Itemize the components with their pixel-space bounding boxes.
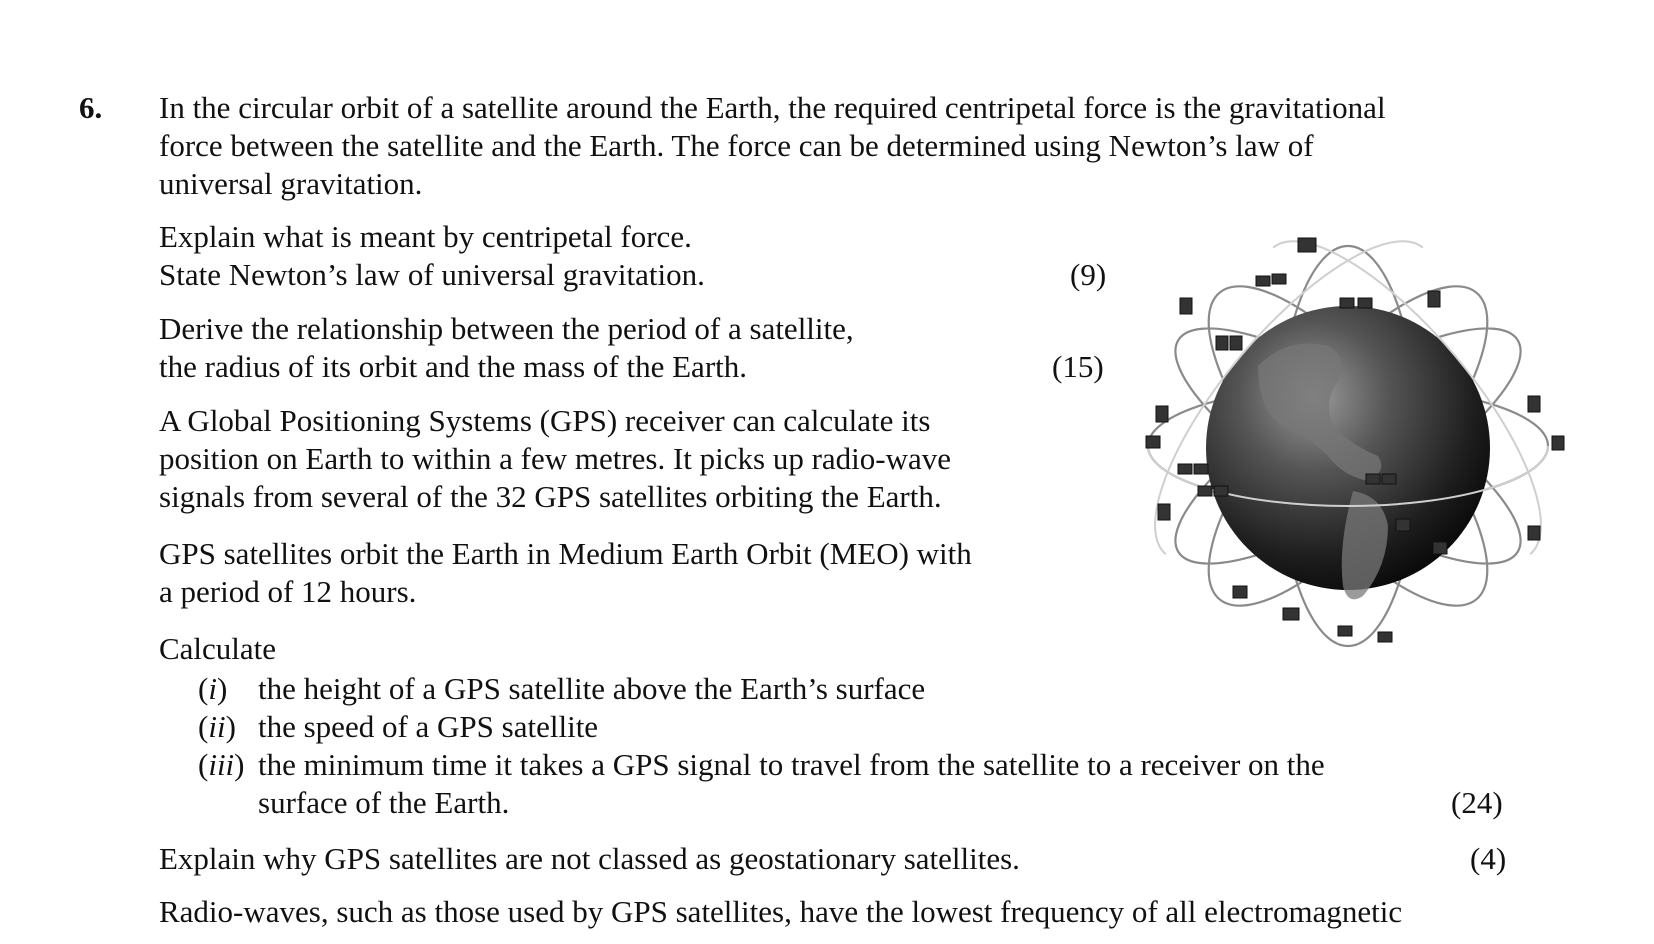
gps-info: [159, 402, 951, 516]
gps-constellation-globe-icon: [1138, 236, 1568, 656]
part-a: [159, 218, 705, 294]
part-a-line-2: State Newton’s law of universal gravitation.: [159, 257, 705, 292]
part-b-line-1: Derive the relationship between the period of a satellite,: [159, 311, 854, 346]
calc-item-iii-continuation: surface of the Earth.: [258, 785, 510, 820]
calculate-marks: (24): [1451, 785, 1503, 820]
calc-item-iii-label: (iii): [198, 747, 245, 782]
gps-info-line-1: A Global Positioning Systems (GPS) receiver can calculate its: [159, 403, 931, 438]
gps-info-line-3: signals from several of the 32 GPS satellites orbiting the Earth.: [159, 479, 942, 514]
calc-item-ii-text: the speed of a GPS satellite: [258, 709, 599, 744]
question-number: 6.: [79, 90, 103, 125]
calc-item-ii-label: (ii): [198, 709, 236, 744]
question-intro: [159, 89, 1386, 203]
part-a-marks: (9): [1070, 257, 1107, 292]
part-a-line-1: Explain what is meant by centripetal force.: [159, 219, 692, 254]
gps-constellation-figure: [1138, 236, 1568, 656]
part-b-marks: (15): [1052, 349, 1104, 384]
calculate-heading: Calculate: [159, 631, 277, 666]
calc-item-i-label: (i): [198, 671, 228, 706]
intro-line-3: universal gravitation.: [159, 166, 423, 201]
meo-info-line-1: GPS satellites orbit the Earth in Medium Earth Orbit (MEO) with: [159, 536, 972, 571]
part-b-line-2: the radius of its orbit and the mass of the Earth.: [159, 349, 748, 384]
intro-line-2: force between the satellite and the Earth. The force can be determined using Newton’s law of: [159, 128, 1314, 163]
intro-line-1: In the circular orbit of a satellite around the Earth, the required centripetal force is the gravitational: [159, 90, 1386, 125]
part-d-marks: (4): [1470, 841, 1507, 876]
part-e: Radio-waves, such as those used by GPS satellites, have the lowest frequency of all electromagnetic: [159, 894, 1403, 929]
meo-info: [159, 535, 972, 611]
meo-info-line-2: a period of 12 hours.: [159, 574, 417, 609]
gps-info-line-2: position on Earth to within a few metres. It picks up radio-wave: [159, 441, 952, 476]
calc-item-iii-text: the minimum time it takes a GPS signal to travel from the satellite to a receiver on the: [258, 747, 1325, 782]
part-b: [159, 310, 854, 386]
calc-item-i-text: the height of a GPS satellite above the Earth’s surface: [258, 671, 926, 706]
part-d: Explain why GPS satellites are not classed as geostationary satellites.: [159, 841, 1020, 876]
